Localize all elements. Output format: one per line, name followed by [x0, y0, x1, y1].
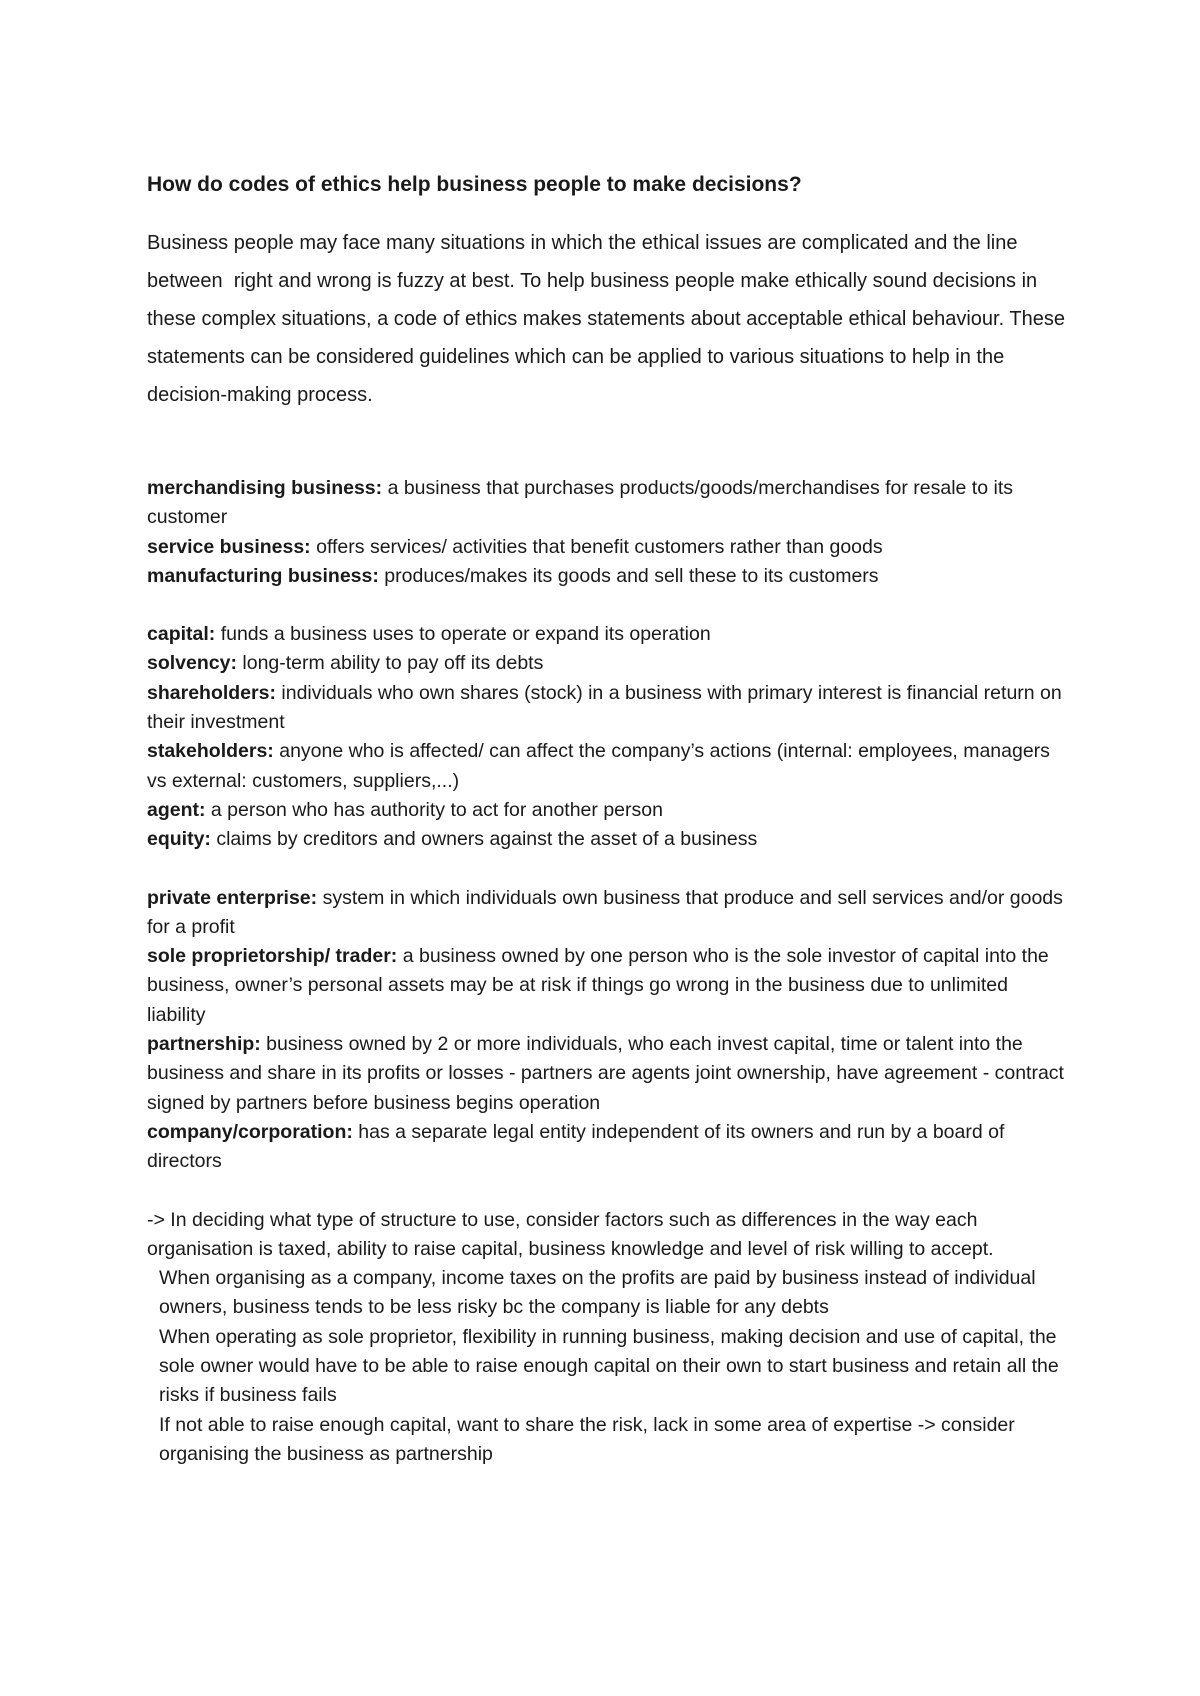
page-title: How do codes of ethics help business people to make decisions?	[147, 173, 802, 196]
definition-text: individuals who own shares (stock) in a business with primary interest is financial return on their investment	[147, 681, 1062, 734]
definition-merchandising-business	[147, 474, 1067, 533]
spacer	[147, 855, 1067, 884]
definitions-ownership-structures	[147, 884, 1067, 1177]
definition-term: partnership:	[147, 1033, 261, 1056]
note-line: If not able to raise enough capital, want to share the risk, lack in some area of expertise -> consider organising the business as partnership	[159, 1413, 1015, 1465]
definition-service-business	[147, 533, 1067, 562]
definition-company-corporation	[147, 1118, 1067, 1177]
definition-text: anyone who is affected/ can affect the company’s actions (internal: employees, managers vs external: customers, suppliers,...)	[147, 740, 1050, 792]
definition-text: offers services/ activities that benefit customers rather than goods	[310, 535, 883, 558]
definition-shareholders	[147, 679, 1067, 738]
definition-term: company/corporation:	[147, 1120, 353, 1143]
note-line: When organising as a company, income taxes on the profits are paid by business instead of individual owners, business tends to be less risky bc the company is liable for any debts	[159, 1267, 1036, 1319]
spacer	[147, 1177, 1067, 1206]
definition-text: a business that purchases products/goods/merchandises for resale to its customer	[147, 477, 1013, 529]
definition-text: has a separate legal entity independent of its owners and run by a board of directors	[147, 1120, 1005, 1173]
definition-term: private enterprise:	[147, 886, 318, 909]
note-line: -> In deciding what type of structure to use, consider factors such as differences in the way each organisation is taxed, ability to raise capital, business knowledge and level of risk willing to accept.	[147, 1208, 994, 1260]
definitions-finance-terms	[147, 620, 1067, 854]
definition-agent	[147, 796, 1067, 825]
spacer	[147, 591, 1067, 620]
definition-term: manufacturing business:	[147, 564, 379, 587]
definition-text: funds a business uses to operate or expand its operation	[215, 623, 711, 646]
definition-manufacturing-business	[147, 562, 1067, 591]
definitions-business-types	[147, 474, 1067, 591]
definition-term: equity:	[147, 828, 211, 851]
intro-paragraph: Business people may face many situations in which the ethical issues are complicated and the line between right and wrong is fuzzy at best. To help business people make ethically sound decisions in these complex situations, a code of ethics makes statements about acceptable ethical behaviour. These statements can be considered guidelines which can be applied to various situations to help in the decision-making process.	[147, 232, 1071, 406]
definition-term: stakeholders:	[147, 740, 274, 763]
definition-term: merchandising business:	[147, 477, 383, 499]
spacer	[147, 414, 1067, 474]
definition-text: business owned by 2 or more individuals, who each invest capital, time or talent into the business and share in its profits or losses - partners are agents joint ownership, have agreement - contract signed by partners before business begins operation	[147, 1033, 1064, 1114]
definition-text: a person who has authority to act for another person	[205, 798, 663, 821]
definition-text: produces/makes its goods and sell these to its customers	[378, 564, 879, 587]
structure-notes	[147, 1206, 1067, 1470]
definition-term: sole proprietorship/ trader:	[147, 945, 398, 968]
definition-solvency	[147, 649, 1067, 678]
definition-stakeholders	[147, 737, 1067, 796]
definition-term: service business:	[147, 535, 311, 558]
definition-text: claims by creditors and owners against the asset of a business	[210, 828, 758, 851]
definition-term: agent:	[147, 798, 206, 821]
definition-term: shareholders:	[147, 681, 276, 704]
definition-private-enterprise	[147, 884, 1067, 943]
document-page	[147, 172, 1071, 1469]
definition-text: long-term ability to pay off its debts	[236, 652, 544, 675]
definition-text: a business owned by one person who is the sole investor of capital into the business, owner’s personal assets may be at risk if things go wrong in the business due to unlimited liability	[147, 945, 1049, 1026]
definition-partnership	[147, 1030, 1067, 1118]
note-line: When operating as sole proprietor, flexibility in running business, making decision and use of capital, the sole owner would have to be able to raise enough capital on their own to start business and retain all the risks if business fails	[159, 1325, 1059, 1407]
definition-capital	[147, 620, 1067, 649]
definition-sole-proprietorship	[147, 942, 1067, 1030]
definition-term: capital:	[147, 623, 216, 646]
definition-term: solvency:	[147, 652, 237, 675]
definition-equity	[147, 825, 1067, 854]
definition-text: system in which individuals own business that produce and sell services and/or goods for a profit	[147, 886, 1063, 938]
